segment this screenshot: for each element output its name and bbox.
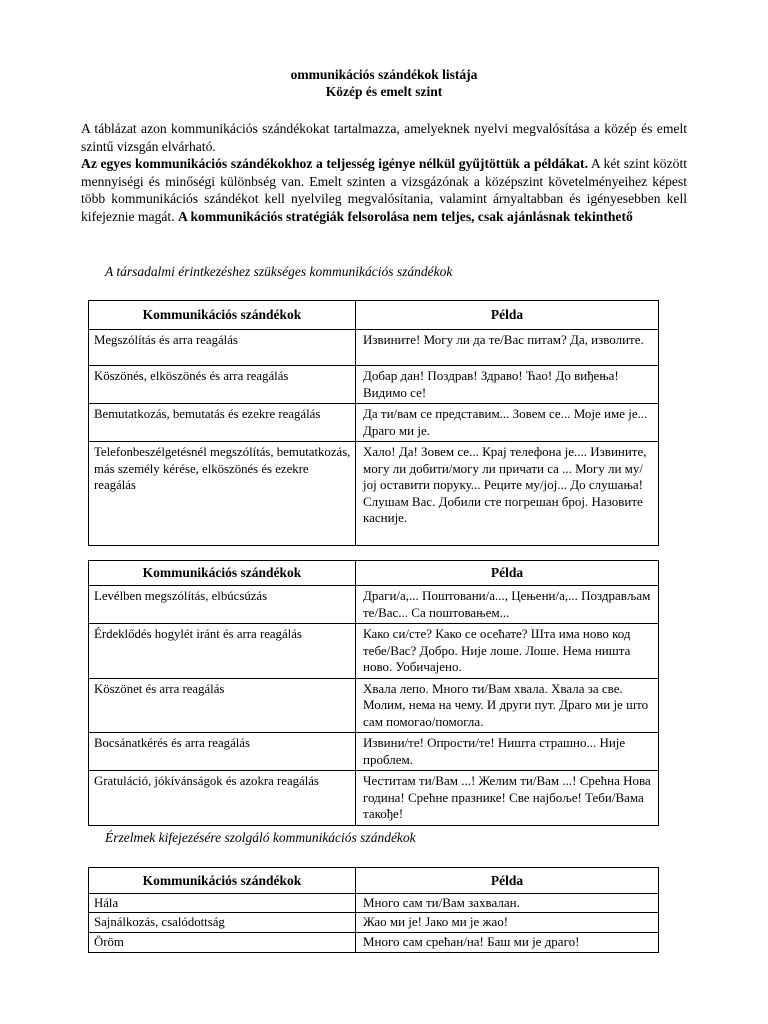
intro-paragraph-2 [81,155,687,225]
example-cell: Драги/а,... Поштовани/а..., Цењени/а,... Поздрављам те/Вас... Са поштовањем... [356,586,659,624]
example-cell: Добар дан! Поздрав! Здраво! Ћао! До виђења! Видимо се! [356,366,659,404]
table-row [89,894,659,913]
example-cell: Честитам ти/Вам ...! Желим ти/Вам ...! Срећна Нова година! Срећне празнике! Све најбоље! Теби/Вама такође! [356,771,659,826]
document-title-line2: Közép és emelt szint [325,84,443,99]
intro-bold-lead: Az egyes kommunikációs szándékokhoz a teljesség igénye nélkül gyűjtöttük a példákat. [81,156,588,171]
intent-cell: Levélben megszólítás, elbúcsúzás [89,586,356,624]
intro-paragraph-1: A táblázat azon kommunikációs szándékokat tartalmazza, amelyeknek nyelvi megvalósítása a közép és emelt szintű vizsgán elvárható. [81,121,687,154]
section-heading-emotions: Érzelmek kifejezésére szolgáló kommunikációs szándékok [105,830,416,845]
intent-cell: Sajnálkozás, csalódottság [89,913,356,933]
table-row [89,330,659,366]
table-row [89,624,659,679]
intro-bold-end: A kommunikációs stratégiák felsorolása nem teljes, csak ajánlásnak tekinthető [178,208,633,224]
intent-cell: Érdeklődés hogylét iránt és arra reagálás [89,624,356,679]
intent-table-social-2 [88,560,659,826]
header-intent: Kommunikációs szándékok [89,301,356,330]
intent-table-emotions [88,867,659,953]
table-row [89,366,659,404]
table-header-row [89,868,659,894]
intent-cell: Öröm [89,933,356,953]
example-cell: Да ти/вам се представим... Зовем се... Моје име је... Драго ми је. [356,404,659,442]
intent-cell: Megszólítás és arra reagálás [89,330,356,366]
intro-body-text: A két szint között mennyiségi és minőségi különbség van. Emelt szinten a vizsgázónak a középszint követelményeihez képest több kommunikációs szándékot kell nyelvileg megvalósítania, valamint árnyaltabban és igényesebben kell kifejeznie magát. [81,156,687,224]
header-intent: Kommunikációs szándékok [89,868,356,894]
table-row [89,933,659,953]
header-example: Példa [356,868,659,894]
example-cell: Жао ми је! Јако ми је жао! [356,913,659,933]
example-text: Хало! Да! Зовем се... Крај телефона је.... Извините, могу ли добити/могу ли причати са ... Могу ли му/јој оставити поруку... Реците му/јој... До слушања! [363,444,647,492]
intent-cell: Köszönés, elköszönés és arra reagálás [89,366,356,404]
intent-cell: Hála [89,894,356,913]
table-header-row [89,561,659,586]
example-cell: Извини/те! Опрости/те! Ништа страшно... Није проблем. [356,733,659,771]
intent-cell: Gratuláció, jókívánságok és azokra reagálás [89,771,356,826]
example-cell: Хвала лепо. Много ти/Вам хвала. Хвала за све. Молим, нема на чему. И други пут. Драго ми је што сам помогао/помогла. [356,678,659,733]
example-cell: Много сам срећан/на! Баш ми је драго! [356,933,659,953]
example-cell: Извините! Могу ли да те/Вас питам? Да, изволите. [356,330,659,366]
table-row [89,586,659,624]
header-intent: Kommunikációs szándékok [89,561,356,586]
header-example: Példa [356,301,659,330]
example-cell: Како си/сте? Како се осећате? Шта има ново код тебе/Вас? Добро. Није лоше. Лоше. Нема ништа ново. Уобичајено. [356,624,659,679]
document-title-line1: ommunikációs szándékok listája [290,67,478,82]
table-row [89,733,659,771]
intent-table-social [88,300,659,546]
table-row [89,404,659,442]
table-row [89,913,659,933]
intent-cell: Köszönet és arra reagálás [89,678,356,733]
table-row [89,442,659,546]
section-heading-social: A társadalmi érintkezéshez szükséges kommunikációs szándékok [105,264,453,279]
table-row [89,771,659,826]
example-text-2: Слушам Вас. Добили сте погрешан број. Назовите касније. [363,493,643,525]
intent-cell: Telefonbeszélgetésnél megszólítás, bemutatkozás, más személy kérése, elköszönés és ezekre reagálás [89,442,356,546]
intent-cell: Bocsánatkérés és arra reagálás [89,733,356,771]
intent-cell: Bemutatkozás, bemutatás és ezekre reagálás [89,404,356,442]
header-example: Példa [356,561,659,586]
example-cell [356,442,659,546]
table-header-row [89,301,659,330]
example-cell: Много сам ти/Вам захвалан. [356,894,659,913]
table-row [89,678,659,733]
